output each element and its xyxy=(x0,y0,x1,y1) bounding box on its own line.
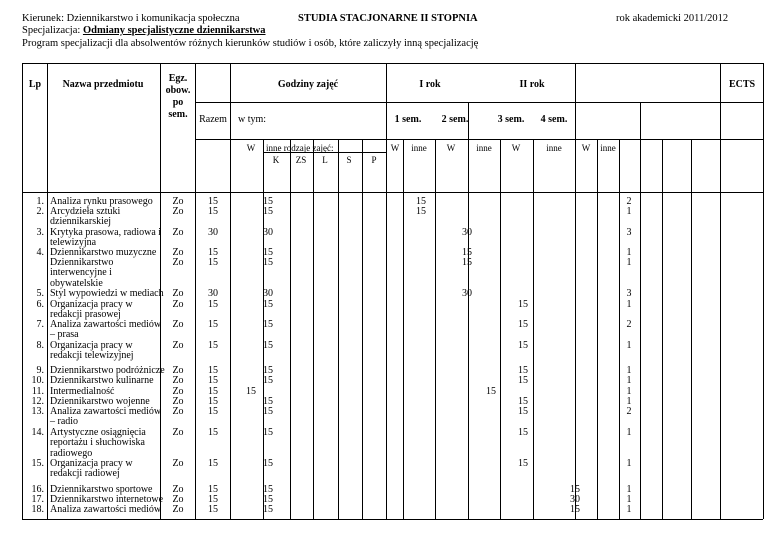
nazwa-header: Nazwa przedmiotu xyxy=(62,79,144,90)
row-lp: 17. xyxy=(31,494,44,505)
row-egz: Zo xyxy=(172,484,184,495)
row-razem: 15 xyxy=(208,494,218,505)
row-razem: 15 xyxy=(208,427,218,438)
ects-col-rule xyxy=(720,63,721,519)
sem1-header: 1 sem. xyxy=(394,114,422,125)
row-egz: Zo xyxy=(172,375,184,386)
k-header: K xyxy=(272,155,280,165)
row-k: 15 xyxy=(263,406,273,417)
row-k: 15 xyxy=(263,299,273,310)
irok-header: I rok xyxy=(419,79,441,90)
row-razem: 15 xyxy=(208,247,218,258)
row-name: Dziennikarstwo internetowe xyxy=(50,494,164,505)
row-name: Artystyczne osiągnięcia xyxy=(50,427,146,438)
row-ects: 1 xyxy=(626,257,632,268)
egz-header-1: Egz. xyxy=(168,73,188,84)
row-name: Organizacja pracy w xyxy=(50,340,133,351)
row-razem: 15 xyxy=(208,396,218,407)
row-ects: 1 xyxy=(626,375,632,386)
row-k: 15 xyxy=(263,206,273,217)
row-egz: Zo xyxy=(172,257,184,268)
row-ects: 3 xyxy=(626,227,632,238)
row-sem1-inne: 15 xyxy=(416,206,426,217)
zs-header: ZS xyxy=(295,155,307,165)
row-name: – radio xyxy=(50,416,79,428)
l-header: L xyxy=(322,155,328,165)
sem4-w-header: W xyxy=(581,143,591,153)
row-razem: 15 xyxy=(208,458,218,469)
row-name: Analiza zawartości mediów xyxy=(50,406,162,417)
row-ects: 2 xyxy=(626,406,632,417)
razem-right-rule xyxy=(230,102,231,519)
row-name: redakcji prasowej xyxy=(50,309,121,321)
row-lp: 5. xyxy=(36,288,44,299)
egz-col-rule xyxy=(195,63,196,519)
program-line: Program specjalizacji dla absolwentów różnych kierunków studiów i osób, które zaliczyły inną specjalizację xyxy=(22,38,479,49)
row-sem2-inne: 15 xyxy=(462,247,472,258)
iirok-header: II rok xyxy=(519,79,545,90)
wtym-header: w tym: xyxy=(238,114,267,125)
row-name: Styl wypowiedzi w mediach xyxy=(50,288,164,299)
row-razem: 30 xyxy=(208,288,218,299)
row-ects: 1 xyxy=(626,365,632,376)
sem3-w-header: W xyxy=(511,143,521,153)
row-name: Krytyka prasowa, radiowa i xyxy=(50,227,162,238)
row-egz: Zo xyxy=(172,406,184,417)
row-razem: 15 xyxy=(208,340,218,351)
ects-header: ECTS xyxy=(728,79,756,90)
row-sem3-inne: 15 xyxy=(518,406,528,417)
s-header: S xyxy=(346,155,352,165)
razem-header: Razem xyxy=(199,114,227,125)
s4-w-rule xyxy=(662,139,663,519)
row-sem3-w: 15 xyxy=(486,386,496,397)
sem1-w-header: W xyxy=(390,143,400,153)
row-ects: 2 xyxy=(626,196,632,207)
row-name: redakcji radiowej xyxy=(50,468,120,480)
row-razem: 15 xyxy=(208,386,218,397)
sem4-header: 4 sem. xyxy=(540,114,568,125)
sem3-header: 3 sem. xyxy=(497,114,525,125)
header-bottom-rule xyxy=(22,192,763,193)
row-sem3-inne: 15 xyxy=(518,319,528,330)
s1-inne-rule xyxy=(435,139,436,519)
row-k: 15 xyxy=(263,396,273,407)
row-k: 15 xyxy=(263,484,273,495)
row-lp: 3. xyxy=(36,227,44,238)
row-lp: 6. xyxy=(36,299,44,310)
sem1-inne-header: inne xyxy=(411,143,427,153)
row-egz: Zo xyxy=(172,494,184,505)
row-k: 15 xyxy=(263,340,273,351)
row-sem1-inne: 15 xyxy=(416,196,426,207)
row-name: radiowego xyxy=(50,447,93,459)
row-lp: 7. xyxy=(36,319,44,330)
row-lp: 10. xyxy=(31,375,44,386)
row-razem: 15 xyxy=(208,257,218,268)
row-k: 15 xyxy=(263,494,273,505)
row-lp: 9. xyxy=(36,365,44,376)
s-col-rule xyxy=(362,139,363,519)
egz-header-4: sem. xyxy=(168,109,188,120)
s2-w-rule xyxy=(500,139,501,519)
row-sem3-inne: 15 xyxy=(518,396,528,407)
specjalizacja-prefix: Specjalizacja: xyxy=(22,25,83,36)
specjalizacja-name: Odmiany specjalistyczne dziennikarstwa xyxy=(82,25,266,36)
lp-header: Lp xyxy=(28,79,42,90)
row-name: Dziennikarstwo podróżnicze xyxy=(50,365,165,376)
row-k: 15 xyxy=(263,504,273,515)
sem1-sem2-divider xyxy=(468,102,469,519)
wtym-sub-rule xyxy=(195,139,763,140)
row-k: 15 xyxy=(263,319,273,330)
row-name: Analiza zawartości mediów xyxy=(50,504,162,515)
sem2-w-header: W xyxy=(446,143,456,153)
row-name: obywatelskie xyxy=(50,277,103,289)
row-sem3-inne: 15 xyxy=(518,458,528,469)
row-name: reportażu i słuchowiska xyxy=(50,437,145,449)
row-ects: 1 xyxy=(626,484,632,495)
row-egz: Zo xyxy=(172,504,184,515)
row-lp: 16. xyxy=(31,484,44,495)
row-sem3-inne: 15 xyxy=(518,365,528,376)
row-name: Analiza zawartości mediów xyxy=(50,319,162,330)
row-lp: 12. xyxy=(31,396,44,407)
row-k: 15 xyxy=(263,257,273,268)
row-name: Organizacja pracy w xyxy=(50,458,133,469)
sem2-inne-header: inne xyxy=(476,143,492,153)
row-lp: 13. xyxy=(31,406,44,417)
row-k: 15 xyxy=(263,247,273,258)
row-lp: 11. xyxy=(31,386,44,397)
row-razem: 15 xyxy=(208,299,218,310)
table-border-bottom xyxy=(22,519,763,520)
lp-col-rule xyxy=(47,63,48,519)
s1-w-rule xyxy=(403,139,404,519)
kierunek-line: Kierunek: Dziennikarstwo i komunikacja społeczna xyxy=(22,13,240,24)
row-sem2-inne: 30 xyxy=(462,227,472,238)
s4-inne-rule xyxy=(691,139,692,519)
row-ects: 3 xyxy=(626,288,632,299)
row-egz: Zo xyxy=(172,386,184,397)
row-egz: Zo xyxy=(172,288,184,299)
row-ects: 1 xyxy=(626,386,632,397)
row-name: dziennikarskiej xyxy=(50,216,112,228)
row-ects: 1 xyxy=(626,340,632,351)
row-k: 15 xyxy=(263,458,273,469)
row-razem: 15 xyxy=(208,365,218,376)
row-name: Dziennikarstwo muzyczne xyxy=(50,247,157,258)
w-tym-end-rule xyxy=(386,63,387,519)
row-lp: 2. xyxy=(36,206,44,217)
row-sem3-inne: 15 xyxy=(518,340,528,351)
row-ects: 1 xyxy=(626,247,632,258)
l-col-rule xyxy=(338,139,339,519)
row-razem: 15 xyxy=(208,319,218,330)
academic-year: rok akademicki 2011/2012 xyxy=(616,13,729,24)
s3-w-rule xyxy=(597,139,598,519)
row-egz: Zo xyxy=(172,196,184,207)
row-egz: Zo xyxy=(172,340,184,351)
row-egz: Zo xyxy=(172,227,184,238)
studia-title: STUDIA STACJONARNE II STOPNIA xyxy=(298,13,478,24)
row-sem3-inne: 15 xyxy=(518,427,528,438)
sem2-header: 2 sem. xyxy=(441,114,469,125)
row-egz: Zo xyxy=(172,365,184,376)
row-name: interwencyjne i xyxy=(50,267,112,279)
row-egz: Zo xyxy=(172,247,184,258)
row-name: Organizacja pracy w xyxy=(50,299,133,310)
row-k: 30 xyxy=(263,227,273,238)
row-name: Dziennikarstwo wojenne xyxy=(50,396,150,407)
row-k: 15 xyxy=(263,375,273,386)
row-name: Dziennikarstwo xyxy=(50,257,114,268)
row-razem: 15 xyxy=(208,375,218,386)
table-border-left xyxy=(22,63,23,519)
row-lp: 8. xyxy=(36,340,44,351)
row-name: – prasa xyxy=(50,329,79,341)
row-name: Analiza rynku prasowego xyxy=(50,196,153,207)
row-name: Dziennikarstwo kulinarne xyxy=(50,375,154,386)
row-ects: 1 xyxy=(626,206,632,217)
godziny-header: Godziny zajęć xyxy=(277,79,339,90)
specjalizacja-line xyxy=(22,25,266,37)
curriculum-table xyxy=(22,63,763,520)
row-lp: 1. xyxy=(36,196,44,207)
row-lp: 18. xyxy=(31,504,44,515)
k-col-rule xyxy=(290,139,291,519)
row-k: 15 xyxy=(263,365,273,376)
row-egz: Zo xyxy=(172,396,184,407)
row-sem2-inne: 30 xyxy=(462,288,472,299)
row-lp: 14. xyxy=(31,427,44,438)
row-k: 15 xyxy=(263,196,273,207)
row-egz: Zo xyxy=(172,206,184,217)
row-sem4-inne: 30 xyxy=(570,494,580,505)
w-header: W xyxy=(246,143,256,153)
row-sem3-inne: 15 xyxy=(518,299,528,310)
row-razem: 15 xyxy=(208,206,218,217)
row-k: 15 xyxy=(263,427,273,438)
row-razem: 15 xyxy=(208,484,218,495)
row-ects: 1 xyxy=(626,299,632,310)
row-ects: 1 xyxy=(626,396,632,407)
sem3-sem4-divider xyxy=(640,102,641,519)
row-lp: 4. xyxy=(36,247,44,258)
row-sem2-inne: 15 xyxy=(462,257,472,268)
row-name: Intermedialność xyxy=(50,386,115,397)
row-egz: Zo xyxy=(172,458,184,469)
row-razem: 15 xyxy=(208,196,218,207)
row-egz: Zo xyxy=(172,427,184,438)
egz-header-2: obow. xyxy=(165,85,191,96)
row-razem: 30 xyxy=(208,227,218,238)
row-sem3-inne: 15 xyxy=(518,375,528,386)
row-name: redakcji telewizyjnej xyxy=(50,350,134,362)
row-w: 15 xyxy=(246,386,256,397)
row-name: Dziennikarstwo sportowe xyxy=(50,484,153,495)
row-lp: 15. xyxy=(31,458,44,469)
row-name: Arcydzieła sztuki xyxy=(50,206,121,217)
sem4-inne-header: inne xyxy=(600,143,616,153)
year-divider xyxy=(575,63,576,519)
row-ects: 1 xyxy=(626,494,632,505)
row-ects: 2 xyxy=(626,319,632,330)
row-razem: 15 xyxy=(208,406,218,417)
table-border-right xyxy=(763,63,764,519)
sem3-inne-header: inne xyxy=(546,143,562,153)
table-border-top xyxy=(22,63,763,64)
egz-header-3: po xyxy=(172,97,184,108)
row-ects: 1 xyxy=(626,504,632,515)
row-sem4-inne: 15 xyxy=(570,504,580,515)
row-razem: 15 xyxy=(208,504,218,515)
inne-rodzaje-header: inne rodzaje zajęć: xyxy=(266,143,334,153)
row-name: telewizyjna xyxy=(50,237,97,249)
row-sem4-inne: 15 xyxy=(570,484,580,495)
row-egz: Zo xyxy=(172,299,184,310)
row-ects: 1 xyxy=(626,458,632,469)
row-egz: Zo xyxy=(172,319,184,330)
p-header: P xyxy=(371,155,377,165)
zs-col-rule xyxy=(313,139,314,519)
row-k: 30 xyxy=(263,288,273,299)
row-ects: 1 xyxy=(626,427,632,438)
